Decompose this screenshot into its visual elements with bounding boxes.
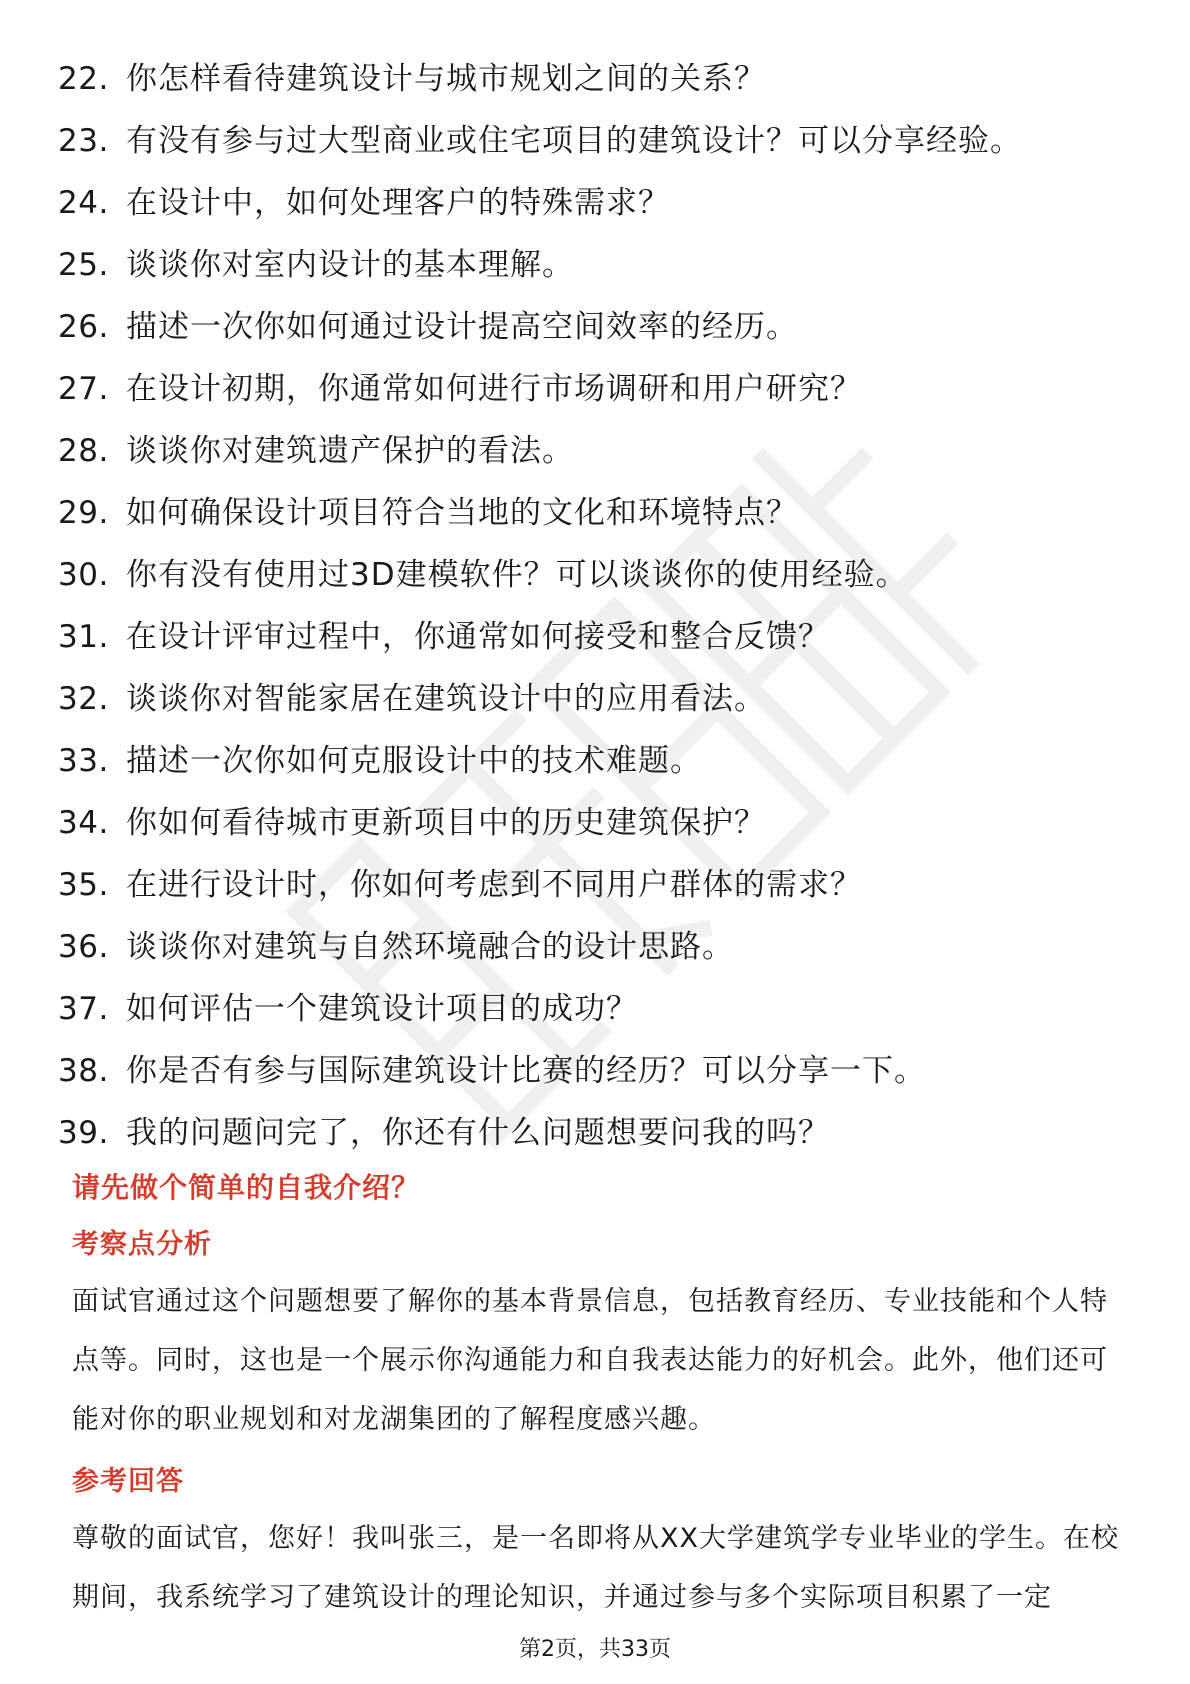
question-item	[58, 792, 1138, 854]
question-text: 描述一次你如何通过设计提高空间效率的经历。	[126, 309, 798, 345]
question-item	[58, 544, 1138, 606]
answer-heading: 参考回答	[72, 1466, 184, 1497]
question-text: 你怎样看待建筑设计与城市规划之间的关系？	[126, 61, 766, 97]
page-footer: 第2页，共33页	[519, 1637, 671, 1662]
question-text: 在设计初期，你通常如何进行市场调研和用户研究？	[126, 371, 862, 407]
question-list	[58, 48, 1138, 1164]
question-text: 如何评估一个建筑设计项目的成功？	[126, 991, 638, 1027]
question-item	[58, 606, 1138, 668]
question-item	[58, 854, 1138, 916]
question-number: 24.	[58, 185, 109, 221]
question-item	[58, 482, 1138, 544]
question-text: 谈谈你对建筑与自然环境融合的设计思路。	[126, 929, 734, 965]
question-number: 33.	[58, 743, 109, 779]
question-number: 23.	[58, 123, 109, 159]
question-text: 你如何看待城市更新项目中的历史建筑保护？	[126, 805, 766, 841]
question-text: 在设计中，如何处理客户的特殊需求？	[126, 185, 670, 221]
section-title: 请先做个简单的自我介绍？	[72, 1171, 421, 1204]
question-item	[58, 420, 1138, 482]
question-item	[58, 668, 1138, 730]
question-item	[58, 1040, 1138, 1102]
qa-section	[72, 1168, 1122, 1641]
analysis-paragraph: 面试官通过这个问题想要了解你的基本背景信息，包括教育经历、专业技能和个人特点等。同时，这也是一个展示你沟通能力和自我表达能力的好机会。此外，他们还可能对你的职业规划和对龙湖集团的了解程度感兴趣。	[72, 1286, 1108, 1435]
question-text: 谈谈你对室内设计的基本理解。	[126, 247, 574, 283]
question-number: 27.	[58, 371, 109, 407]
question-number: 28.	[58, 433, 109, 469]
question-number: 36.	[58, 929, 109, 965]
question-text: 你是否有参与国际建筑设计比赛的经历？可以分享一下。	[126, 1053, 926, 1089]
answer-paragraph: 尊敬的面试官，您好！我叫张三，是一名即将从XX大学建筑学专业毕业的学生。在校期间，我系统学习了建筑设计的理论知识，并通过参与多个实际项目积累了一定	[72, 1523, 1119, 1613]
question-item	[58, 730, 1138, 792]
question-number: 35.	[58, 867, 109, 903]
question-number: 39.	[58, 1115, 109, 1151]
question-text: 在设计评审过程中，你通常如何接受和整合反馈？	[126, 619, 830, 655]
question-number: 29.	[58, 495, 109, 531]
question-text: 在进行设计时，你如何考虑到不同用户群体的需求？	[126, 867, 862, 903]
question-item	[58, 358, 1138, 420]
question-number: 22.	[58, 61, 109, 97]
question-item	[58, 978, 1138, 1040]
question-number: 30.	[58, 557, 109, 593]
question-number: 25.	[58, 247, 109, 283]
question-item	[58, 234, 1138, 296]
question-item	[58, 296, 1138, 358]
question-item	[58, 916, 1138, 978]
question-number: 34.	[58, 805, 109, 841]
question-text: 我的问题问完了，你还有什么问题想要问我的吗？	[126, 1115, 830, 1151]
question-number: 31.	[58, 619, 109, 655]
question-text: 描述一次你如何克服设计中的技术难题。	[126, 743, 702, 779]
question-item	[58, 1102, 1138, 1164]
question-text: 谈谈你对智能家居在建筑设计中的应用看法。	[126, 681, 766, 717]
question-number: 38.	[58, 1053, 109, 1089]
question-item	[58, 48, 1138, 110]
question-text: 谈谈你对建筑遗产保护的看法。	[126, 433, 574, 469]
question-item	[58, 172, 1138, 234]
question-number: 37.	[58, 991, 109, 1027]
analysis-heading: 考察点分析	[72, 1229, 212, 1260]
question-number: 26.	[58, 309, 109, 345]
question-text: 有没有参与过大型商业或住宅项目的建筑设计？可以分享经验。	[126, 123, 1022, 159]
question-text: 如何确保设计项目符合当地的文化和环境特点？	[126, 495, 798, 531]
question-number: 32.	[58, 681, 109, 717]
question-text: 你有没有使用过3D建模软件？可以谈谈你的使用经验。	[126, 557, 908, 593]
question-item	[58, 110, 1138, 172]
